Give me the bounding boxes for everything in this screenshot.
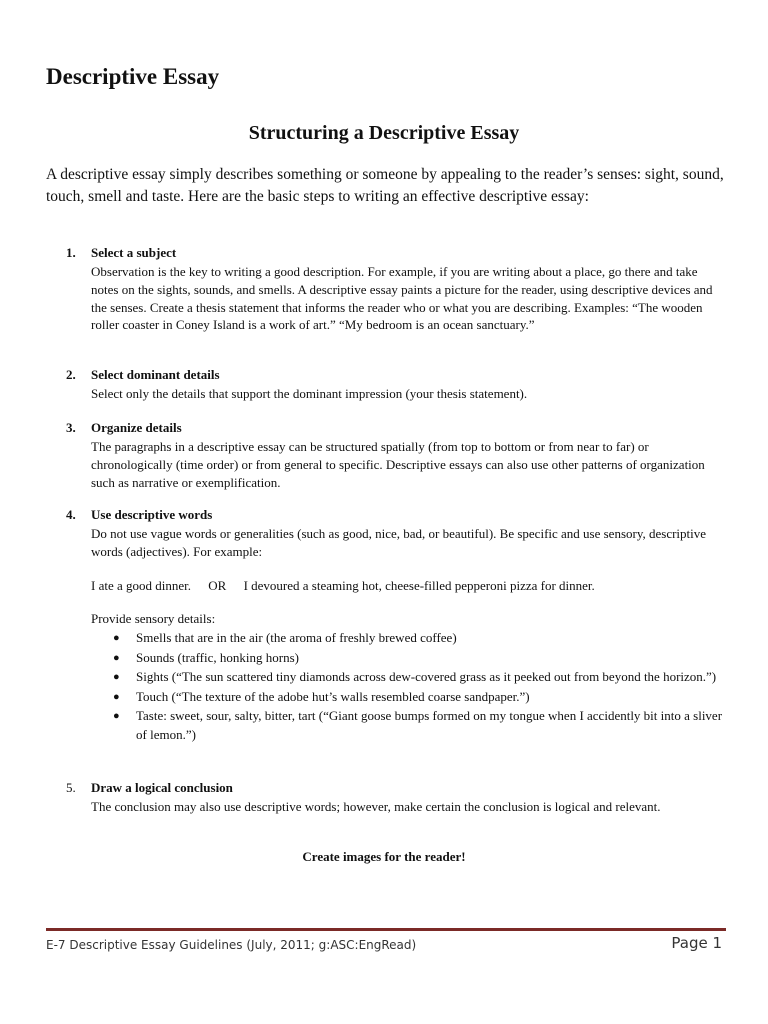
step-body: Select only the details that support the dominant impression (your thesis statement). (91, 386, 528, 401)
footer-page-number: Page 1 (671, 934, 722, 952)
step-body: Do not use vague words or generalities (such as good, nice, bad, or beautiful). Be specific and use sensory, descriptive words (adjectives). For example: (91, 526, 707, 559)
bullet-icon: ● (113, 651, 120, 664)
step-title: Select a subject (91, 245, 177, 260)
step-number: 3. (66, 420, 76, 435)
step-number: 5. (66, 780, 76, 795)
bullet-icon: ● (113, 632, 120, 644)
example-comparison (91, 577, 731, 595)
step-title: Select dominant details (91, 367, 220, 382)
step-number: 4. (66, 507, 76, 522)
step-title: Organize details (91, 420, 182, 435)
list-item: ● Smells that are in the air (the aroma of freshly brewed coffee) (0, 629, 724, 648)
list-item: ● Sounds (traffic, honking horns) (0, 649, 724, 668)
step-body: The paragraphs in a descriptive essay can be structured spatially (from top to bottom or from near to far) or chronologically (time order) or from general to specific. Descriptive essays can also use other patterns of organization such as narrative or exemplification. (91, 439, 705, 490)
example-plain: I ate a good dinner. (91, 578, 191, 593)
bullet-icon: ● (113, 710, 120, 722)
step-body: Observation is the key to writing a good description. For example, if you are writing about a place, go there and take notes on the sights, sounds, and smells. A descriptive essay paints a picture for the reader, using descriptive devices and the senses. Create a thesis statement that informs the reader who or what you are describing. Examples: “The wooden roller coaster in Coney Island is a work of art.” “My bedroom is an ocean sanctuary.” (91, 264, 713, 333)
step-number: 1. (66, 245, 76, 260)
footer-document-info: E-7 Descriptive Essay Guidelines (July, 2011; g:ASC:EngRead) (46, 938, 417, 952)
step-number: 2. (66, 367, 76, 382)
section-subtitle: Structuring a Descriptive Essay (248, 122, 520, 144)
list-item: ● Sights (“The sun scattered tiny diamonds across dew-covered grass as it peeked out from beyond the horizon.”) (0, 668, 724, 687)
bullet-icon: ● (113, 671, 120, 683)
example-or: OR (208, 578, 227, 593)
step-title: Use descriptive words (91, 507, 213, 522)
step-body: The conclusion may also use descriptive words; however, make certain the conclusion is logical and relevant. (91, 799, 661, 814)
document-title: Descriptive Essay (46, 64, 220, 89)
example-vivid: I devoured a steaming hot, cheese-filled pepperoni pizza for dinner. (243, 578, 595, 593)
list-item: ● Taste: sweet, sour, salty, bitter, tart (“Giant goose bumps formed on my tongue when I accidently bit into a sliver of lemon.”) (113, 708, 723, 742)
sensory-details-intro: Provide sensory details: (91, 611, 216, 626)
sensory-details-list (0, 629, 768, 745)
list-item: ● Touch (“The texture of the adobe hut’s walls resembled coarse sandpaper.”) (0, 688, 724, 707)
closing-statement: Create images for the reader! (302, 849, 466, 864)
bullet-icon: ● (113, 690, 120, 703)
intro-paragraph: A descriptive essay simply describes something or someone by appealing to the reader’s senses: sight, sound, touch, smell and taste. Here are the basic steps to writing an effective descriptive essay: (46, 166, 724, 205)
step-title: Draw a logical conclusion (91, 780, 233, 795)
footer-divider (46, 928, 726, 931)
